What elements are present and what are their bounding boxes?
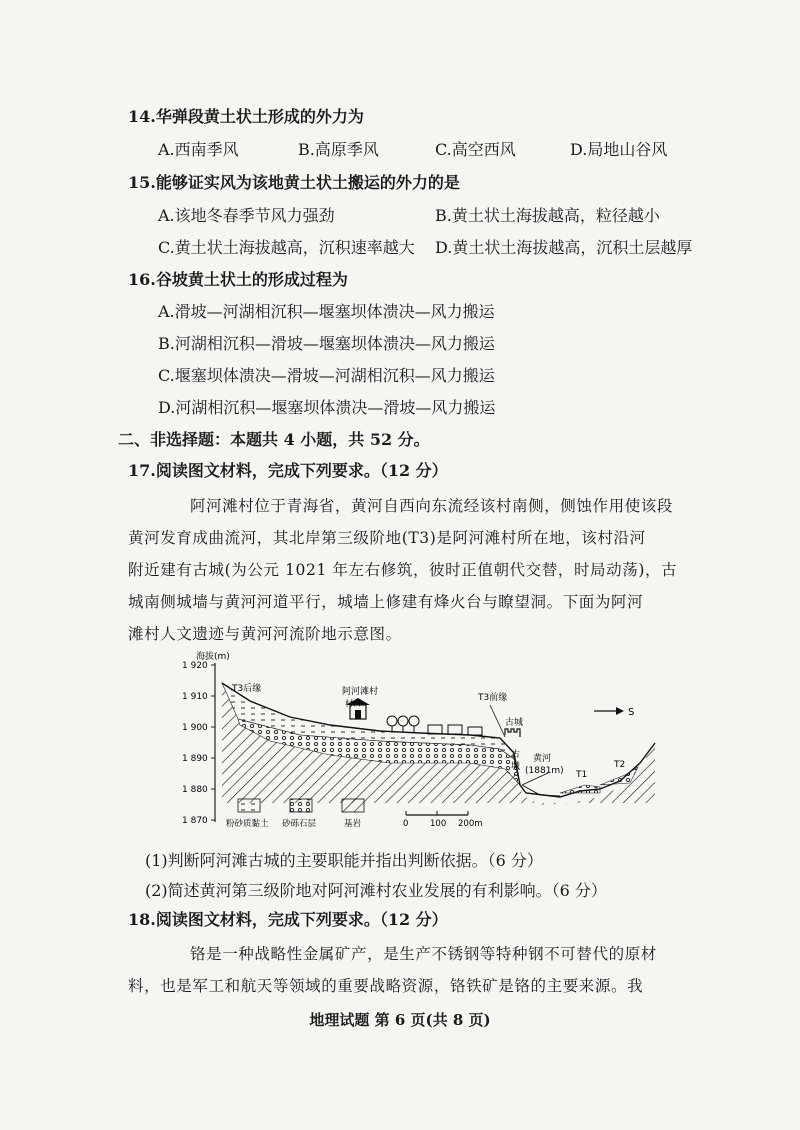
house-icon bbox=[428, 725, 442, 734]
q15-stem: 15.能够证实风为该地黄土状土搬运的外力的是 bbox=[128, 173, 460, 192]
q15-option-d: D.黄土状土海拔越高，沉积土层越厚 bbox=[435, 238, 693, 257]
village-label: 阿河滩村 bbox=[342, 687, 379, 697]
river-elevation-label: (1881m) bbox=[525, 766, 564, 776]
legend-label-gravel: 砂砾石层 bbox=[282, 819, 317, 829]
t3-front-pointer bbox=[490, 705, 505, 737]
q16-stem: 16.谷坡黄土状土的形成过程为 bbox=[128, 270, 348, 289]
q14-option-d: D.局地山谷风 bbox=[570, 140, 668, 159]
q17-para-line-1: 阿河滩村位于青海省，黄河自西向东流经该村南侧，侧蚀作用使该段 bbox=[190, 497, 674, 515]
scale-label-200: 200m bbox=[458, 819, 483, 829]
scale-label-0: 0 bbox=[403, 819, 409, 829]
legend-swatch-gravel bbox=[290, 799, 312, 812]
t2-label: T2 bbox=[614, 760, 626, 770]
tree-icon bbox=[398, 716, 408, 726]
t3-back-label: T3后缘 bbox=[232, 684, 262, 694]
y-tick-label: 1 870 bbox=[182, 816, 208, 826]
y-tick-label: 1 880 bbox=[182, 785, 208, 795]
q17-stem: 17.阅读图文材料，完成下列要求。（12 分） bbox=[128, 461, 448, 480]
y-tick-label: 1 920 bbox=[182, 661, 208, 671]
q16-option-a: A.滑坡—河湖相沉积—堰塞坝体溃决—风力搬运 bbox=[158, 302, 495, 321]
y-axis-label: 海拔(m) bbox=[196, 652, 230, 662]
q17-para-line-3: 附近建有古城(为公元 1021 年左右修筑，彼时正值朝代交替，时局动荡)，古 bbox=[128, 561, 678, 579]
q18-stem: 18.阅读图文材料，完成下列要求。（12 分） bbox=[128, 910, 448, 929]
house-icon bbox=[448, 725, 462, 734]
t3-front-label: T3前缘 bbox=[478, 693, 508, 703]
y-tick-label: 1 900 bbox=[182, 723, 208, 733]
q18-para-line-2: 料，也是军工和航天等领域的重要战略资源，铬铁矿是铬的主要来源。我 bbox=[128, 977, 644, 995]
river-label: 黄河 bbox=[533, 754, 552, 764]
q14-option-b: B.高原季风 bbox=[298, 140, 379, 159]
legend-label-rock: 基岩 bbox=[344, 819, 362, 829]
q15-option-c: C.黄土状土海拔越高，沉积速率越大 bbox=[158, 238, 415, 257]
legend-label-silt: 粉砂质黏土 bbox=[226, 819, 269, 829]
scale-label-100: 100 bbox=[430, 819, 447, 829]
tree-icons bbox=[387, 716, 419, 732]
t1-deposit bbox=[560, 785, 600, 793]
old-city-side-label: 城 bbox=[511, 762, 521, 772]
direction-label: S bbox=[628, 707, 635, 718]
q17-para-line-5: 滩村人文遗迹与黄河河流阶地示意图。 bbox=[128, 625, 402, 643]
q18-para-line-1: 铬是一种战略性金属矿产，是生产不锈钢等特种钢不可替代的原材 bbox=[190, 945, 657, 963]
q17-subquestion-1: (1)判断阿河滩古城的主要职能并指出判断依据。（6 分） bbox=[145, 851, 543, 870]
terrace-diagram bbox=[0, 645, 800, 845]
scale-bar bbox=[406, 811, 468, 815]
q14-stem: 14.华弹段黄土状土形成的外力为 bbox=[128, 107, 364, 126]
q16-option-b: B.河湖相沉积—滑坡—堰塞坝体溃决—风力搬运 bbox=[158, 334, 495, 353]
q16-option-c: C.堰塞坝体溃决—滑坡—河湖相沉积—风力搬运 bbox=[158, 366, 495, 385]
y-tick-label: 1 910 bbox=[182, 692, 208, 702]
old-city-side-label: 古 bbox=[511, 750, 521, 760]
old-city-label: 古城 bbox=[505, 718, 524, 728]
legend-swatch-silt bbox=[238, 799, 260, 812]
page-footer: 地理试题 第 6 页(共 8 页) bbox=[309, 1011, 491, 1029]
q15-option-b: B.黄土状土海拔越高，粒径越小 bbox=[435, 206, 660, 225]
tree-icon bbox=[387, 716, 397, 726]
q14-option-a: A.西南季风 bbox=[158, 140, 239, 159]
house-icons bbox=[428, 725, 482, 735]
legend-swatch-rock bbox=[342, 799, 364, 812]
house-icon bbox=[468, 727, 482, 735]
q15-option-a: A.该地冬春季节风力强劲 bbox=[158, 206, 335, 225]
village-sub-label: 村口 bbox=[345, 699, 361, 708]
q14-option-c: C.高空西风 bbox=[435, 140, 516, 159]
q16-option-d: D.河湖相沉积—堰塞坝体溃决—滑坡—风力搬运 bbox=[158, 398, 496, 417]
direction-arrow-icon bbox=[594, 707, 624, 715]
q17-para-line-2: 黄河发育成曲流河，其北岸第三级阶地(T3)是阿河滩村所在地，该村沿河 bbox=[128, 529, 646, 547]
q17-subquestion-2: (2)简述黄河第三级阶地对阿河滩村农业发展的有利影响。（6 分） bbox=[145, 881, 607, 900]
t1-label: T1 bbox=[576, 770, 588, 780]
section-title: 二、非选择题：本题共 4 小题，共 52 分。 bbox=[118, 430, 430, 449]
tree-icon bbox=[409, 716, 419, 726]
y-tick-label: 1 890 bbox=[182, 754, 208, 764]
old-city-wall-icon bbox=[505, 729, 520, 737]
q17-para-line-4: 城南侧城墙与黄河河道平行，城墙上修建有烽火台与瞭望洞。下面为阿河 bbox=[128, 593, 644, 611]
